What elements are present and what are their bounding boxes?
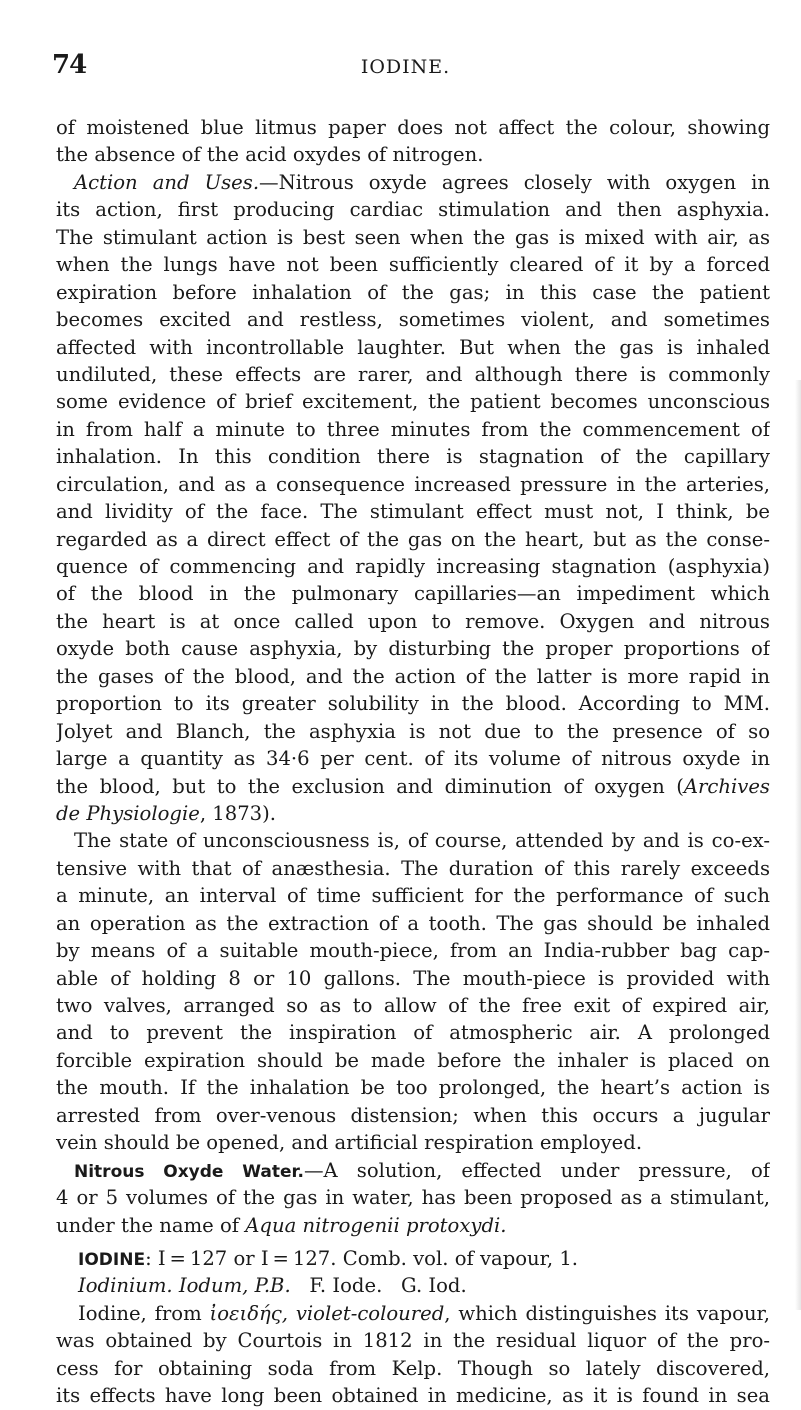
text-line: by means of a suitable mouth-piece, from an India-rubber bag cap- <box>56 939 770 963</box>
text-line: quence of commencing and rapidly increasing stagnation (asphyxia) <box>56 555 770 578</box>
text-line: of the blood in the pulmonary capillaries—an impediment which <box>56 582 770 606</box>
text-line: expiration before inhalation of the gas; in this case the patient <box>56 280 770 304</box>
section-action-and-uses: Action and Uses.—Nitrous oxyde agrees closely with oxygen in <box>74 170 770 194</box>
text-line: able of holding 8 or 10 gallons. The mouth-piece is provided with <box>56 966 770 990</box>
text-line: a minute, an interval of time sufficient for the performance of such <box>56 884 770 908</box>
text-line: undiluted, these effects are rarer, and although there is commonly <box>56 362 770 386</box>
text-line: The stimulant action is best seen when the gas is mixed with air, as <box>56 225 770 249</box>
text-line: tensive with that of anæsthesia. The duration of this rarely exceeds <box>56 856 770 880</box>
text-line: in from half a minute to three minutes from the commencement of <box>56 417 770 441</box>
body-text <box>56 114 770 1410</box>
text-line: the absence of the acid oxydes of nitrogen. <box>56 143 484 167</box>
text-line: forcible expiration should be made before the inhaler is placed on <box>56 1048 770 1072</box>
text-line: vein should be opened, and artificial respiration employed. <box>56 1131 643 1155</box>
text-line: 4 or 5 volumes of the gas in water, has been proposed as a stimulant, <box>56 1186 770 1210</box>
text-line: cess for obtaining soda from Kelp. Though so lately discovered, <box>56 1356 770 1380</box>
text-line: when the lungs have not been sufficiently cleared of it by a forced <box>56 253 770 277</box>
page-edge-shadow <box>795 380 801 1310</box>
page-number: 74 <box>52 50 87 80</box>
text-line: the mouth. If the inhalation be too prolonged, the heart’s action is <box>56 1076 770 1100</box>
running-title: IODINE. <box>360 56 451 78</box>
text-line: of moistened blue litmus paper does not affect the colour, showing <box>56 116 770 139</box>
iodine-heading: IODINE: I = 127 or I = 127. Comb. vol. of vapour, 1. <box>78 1246 579 1270</box>
text-line: becomes excited and restless, sometimes violent, and sometimes <box>56 308 770 332</box>
text-line: oxyde both cause asphyxia, by disturbing the proper proportions of <box>56 637 770 661</box>
iodine-synonyms: Iodinium. Iodum, P.B. F. Iode. G. Iod. <box>78 1274 467 1298</box>
text-line: Jolyet and Blanch, the asphyxia is not due to the presence of so <box>56 719 770 743</box>
text-line: its effects have long been obtained in medicine, as it is found in sea <box>56 1384 770 1408</box>
text-line: de Physiologie, 1873). <box>56 801 277 825</box>
text-line: The state of unconsciousness is, of course, attended by and is co-ex- <box>74 829 770 853</box>
text-line: affected with incontrollable laughter. But when the gas is inhaled <box>56 335 770 359</box>
text-line: two valves, arranged so as to allow of the free exit of expired air, <box>56 994 770 1017</box>
text-line: an operation as the extraction of a tooth. The gas should be inhaled <box>56 911 770 935</box>
text-line: large a quantity as 34·6 per cent. of its volume of nitrous oxyde in <box>56 747 770 771</box>
text-line: the blood, but to the exclusion and diminution of oxygen (Archives <box>56 774 770 798</box>
text-line: and to prevent the inspiration of atmospheric air. A prolonged <box>56 1021 770 1045</box>
page-header <box>0 50 801 86</box>
text-line: arrested from over-venous distension; when this occurs a jugular <box>56 1103 770 1127</box>
text-line: the gases of the blood, and the action of the latter is more rapid in <box>56 664 770 688</box>
text-line: its action, first producing cardiac stimulation and then asphyxia. <box>56 198 770 222</box>
text-line: was obtained by Courtois in 1812 in the residual liquor of the pro- <box>56 1329 770 1353</box>
text-line: under the name of Aqua nitrogenii protoxydi. <box>56 1213 507 1237</box>
text-line: circulation, and as a consequence increased pressure in the arteries, <box>56 472 770 496</box>
text-line: some evidence of brief excitement, the patient becomes unconscious <box>56 390 770 414</box>
section-nitrous-oxyde-water: Nitrous Oxyde Water.—A solution, effected under pressure, of <box>74 1158 770 1182</box>
text-line: Iodine, from ἰοειδής, violet-coloured, which distinguishes its vapour, <box>78 1301 770 1325</box>
text-line: the heart is at once called upon to remove. Oxygen and nitrous <box>56 609 770 633</box>
text-line: and lividity of the face. The stimulant effect must not, I think, be <box>56 500 770 524</box>
text-line: regarded as a direct effect of the gas on the heart, but as the conse- <box>56 527 770 551</box>
text-line: proportion to its greater solubility in the blood. According to MM. <box>56 692 770 716</box>
text-line: inhalation. In this condition there is stagnation of the capillary <box>56 445 770 469</box>
